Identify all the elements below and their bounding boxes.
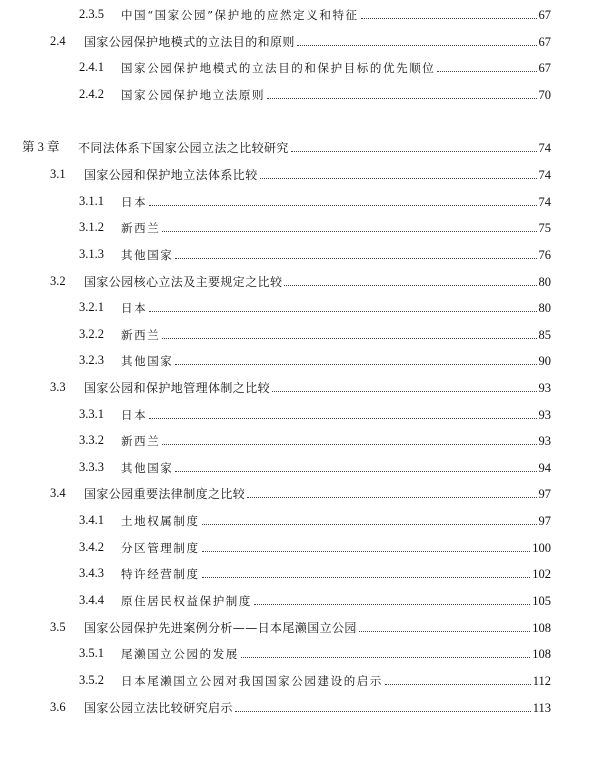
toc-entry[interactable]	[0, 537, 595, 557]
toc-entry-number: 2.4.2	[79, 87, 104, 101]
toc-entry-page-number: 93	[538, 434, 551, 448]
toc-entry-title: 其他国家	[121, 248, 174, 262]
toc-entry-page-number: 94	[538, 461, 551, 475]
toc-entry-leader-line	[84, 31, 551, 52]
toc-entry-title: 尾濑国立公园的发展	[121, 647, 239, 661]
toc-entry-page-number: 75	[538, 221, 551, 235]
toc-entry-number: 3.2.2	[79, 327, 104, 341]
toc-entry[interactable]	[0, 4, 595, 24]
dot-leader	[235, 697, 531, 712]
toc-entry-leader-line	[121, 590, 551, 611]
toc-entry-number: 3.1.3	[79, 247, 104, 261]
toc-entry[interactable]	[0, 430, 595, 450]
toc-entry-number: 2.4.1	[79, 60, 104, 74]
toc-entry-number: 3.4.1	[79, 513, 104, 527]
toc-entry[interactable]	[0, 271, 595, 291]
toc-entry-page-number: 105	[532, 594, 551, 608]
toc-entry-leader-line	[121, 510, 551, 531]
dot-leader	[202, 510, 537, 525]
toc-entry[interactable]	[0, 643, 595, 663]
toc-entry-leader-line	[121, 537, 551, 558]
toc-entry-leader-line	[121, 4, 551, 25]
toc-entry-page-number: 74	[538, 168, 551, 182]
toc-entry-title: 日本尾濑国立公园对我国国家公园建设的启示	[121, 674, 383, 688]
toc-entry-title: 中国“国家公园”保护地的应然定义和特征	[121, 8, 359, 22]
dot-leader	[359, 617, 530, 632]
toc-entry-title: 原住居民权益保护制度	[121, 594, 252, 608]
dot-leader	[297, 31, 537, 46]
toc-entry-title: 国家公园核心立法及主要规定之比较	[84, 275, 283, 289]
toc-entry[interactable]	[0, 324, 595, 344]
toc-entry[interactable]	[0, 590, 595, 610]
toc-entry-page-number: 80	[538, 301, 551, 315]
toc-entry-page-number: 80	[538, 275, 551, 289]
dot-leader	[162, 217, 536, 232]
dot-leader	[291, 137, 537, 152]
toc-entry-title: 国家公园和保护地管理体制之比较	[84, 381, 271, 395]
toc-entry-page-number: 70	[538, 88, 551, 102]
toc-entry-title: 日本	[121, 301, 148, 315]
toc-entry-leader-line	[121, 297, 551, 318]
toc-entry-page-number: 93	[538, 408, 551, 422]
toc-entry-title: 新西兰	[121, 221, 161, 235]
toc-entry-number: 3.3.2	[79, 433, 104, 447]
toc-entry-number: 2.4	[50, 34, 66, 48]
toc-entry-leader-line	[121, 84, 551, 105]
toc-entry-number: 3.1	[50, 167, 66, 181]
dot-leader	[437, 57, 536, 72]
toc-entry-number: 第 3 章	[22, 140, 60, 154]
dot-leader	[260, 164, 537, 179]
toc-entry[interactable]	[0, 404, 595, 424]
toc-entry[interactable]	[0, 483, 595, 503]
dot-leader	[162, 430, 536, 445]
toc-entry-title: 新西兰	[121, 434, 161, 448]
toc-entry-leader-line	[84, 271, 551, 292]
toc-entry-number: 3.4.2	[79, 540, 104, 554]
toc-entry-page-number: 74	[538, 195, 551, 209]
toc-entry-title: 国家公园和保护地立法体系比较	[84, 168, 258, 182]
toc-entry-number: 3.2	[50, 274, 66, 288]
toc-entry[interactable]	[0, 57, 595, 77]
toc-entry[interactable]	[0, 217, 595, 237]
dot-leader	[149, 404, 536, 419]
toc-entry-number: 2.3.5	[79, 7, 104, 21]
dot-leader	[149, 297, 536, 312]
toc-entry[interactable]	[0, 297, 595, 317]
toc-entry-title: 国家公园保护地立法原则	[121, 88, 266, 102]
toc-entry[interactable]	[0, 31, 595, 51]
toc-entry-title: 不同法体系下国家公园立法之比较研究	[78, 141, 289, 155]
toc-entry-leader-line	[121, 404, 551, 425]
dot-leader	[202, 563, 531, 578]
toc-entry-page-number: 93	[538, 381, 551, 395]
toc-entry-title: 新西兰	[121, 328, 161, 342]
toc-entry-number: 3.5.1	[79, 646, 104, 660]
toc-entry-leader-line	[121, 350, 551, 371]
toc-entry-leader-line	[121, 643, 551, 664]
toc-entry-leader-line	[84, 164, 551, 185]
toc-entry-page-number: 90	[538, 354, 551, 368]
toc-entry[interactable]	[0, 377, 595, 397]
toc-entry-page-number: 74	[538, 141, 551, 155]
toc-entry-leader-line	[121, 244, 551, 265]
toc-entry-page-number: 97	[538, 514, 551, 528]
toc-entry-page-number: 102	[532, 567, 551, 581]
toc-entry[interactable]	[0, 697, 595, 717]
toc-entry[interactable]	[0, 137, 595, 157]
dot-leader	[385, 670, 531, 685]
toc-entry-number: 3.2.1	[79, 300, 104, 314]
toc-entry[interactable]	[0, 164, 595, 184]
toc-entry-title: 日本	[121, 195, 148, 209]
toc-entry[interactable]	[0, 617, 595, 637]
toc-entry-leader-line	[121, 324, 551, 345]
dot-leader	[202, 537, 531, 552]
toc-entry-page-number: 97	[538, 487, 551, 501]
toc-entry-title: 其他国家	[121, 354, 174, 368]
toc-entry-number: 3.5.2	[79, 673, 104, 687]
dot-leader	[162, 324, 536, 339]
dot-leader	[254, 590, 530, 605]
dot-leader	[361, 4, 537, 19]
toc-entry-leader-line	[121, 430, 551, 451]
dot-leader	[149, 191, 536, 206]
dot-leader	[247, 483, 536, 498]
toc-entry-title: 分区管理制度	[121, 541, 200, 555]
toc-entry-title: 国家公园重要法律制度之比较	[84, 487, 246, 501]
dot-leader	[267, 84, 536, 99]
toc-entry-leader-line	[121, 57, 551, 78]
toc-entry-leader-line	[84, 617, 551, 638]
toc-entry-page-number: 67	[538, 8, 551, 22]
toc-entry-title: 国家公园立法比较研究启示	[84, 701, 233, 715]
toc-entry-number: 3.1.2	[79, 220, 104, 234]
toc-entry[interactable]	[0, 191, 595, 211]
toc-entry-number: 3.6	[50, 700, 66, 714]
toc-entry-number: 3.4	[50, 486, 66, 500]
toc-entry-title: 日本	[121, 408, 148, 422]
dot-leader	[175, 244, 536, 259]
toc-entry[interactable]	[0, 350, 595, 370]
toc-entry-leader-line	[121, 670, 551, 691]
toc-entry-page-number: 113	[532, 701, 551, 715]
toc-entry-number: 3.3.1	[79, 407, 104, 421]
toc-entry[interactable]	[0, 457, 595, 477]
toc-entry-title: 国家公园保护先进案例分析——日本尾濑国立公园	[84, 621, 357, 635]
toc-entry-leader-line	[121, 191, 551, 212]
toc-entry-number: 3.5	[50, 620, 66, 634]
toc-entry-leader-line	[84, 697, 551, 718]
toc-entry-number: 3.3.3	[79, 460, 104, 474]
toc-entry-number: 3.3	[50, 380, 66, 394]
toc-entry-page-number: 76	[538, 248, 551, 262]
toc-entry[interactable]	[0, 670, 595, 690]
toc-entry-number: 3.1.1	[79, 194, 104, 208]
toc-entry-leader-line	[121, 563, 551, 584]
toc-entry-page-number: 108	[532, 621, 551, 635]
toc-entry-title: 土地权属制度	[121, 514, 200, 528]
toc-entry-leader-line	[84, 377, 551, 398]
dot-leader	[175, 457, 536, 472]
toc-entry-title: 国家公园保护地模式的立法目的和原则	[84, 35, 295, 49]
toc-entry-page-number: 67	[538, 61, 551, 75]
toc-entry-page-number: 108	[532, 647, 551, 661]
toc-entry-page-number: 112	[532, 674, 551, 688]
dot-leader	[284, 271, 536, 286]
toc-entry-leader-line	[78, 137, 551, 158]
dot-leader	[241, 643, 530, 658]
toc-entry-page-number: 67	[538, 35, 551, 49]
dot-leader	[272, 377, 536, 392]
toc-entry-leader-line	[84, 483, 551, 504]
toc-entry[interactable]	[0, 510, 595, 530]
toc-entry[interactable]	[0, 244, 595, 264]
toc-entry-page-number: 85	[538, 328, 551, 342]
toc-entry-number: 3.4.3	[79, 566, 104, 580]
toc-entry-title: 特许经营制度	[121, 567, 200, 581]
dot-leader	[175, 350, 536, 365]
toc-entry-number: 3.2.3	[79, 353, 104, 367]
toc-entry-number: 3.4.4	[79, 593, 104, 607]
toc-entry-leader-line	[121, 457, 551, 478]
toc-entry[interactable]	[0, 84, 595, 104]
toc-entry-page-number: 100	[532, 541, 551, 555]
toc-entry-title: 其他国家	[121, 461, 174, 475]
toc-entry-title: 国家公园保护地模式的立法目的和保护目标的优先顺位	[121, 61, 436, 75]
toc-entry[interactable]	[0, 563, 595, 583]
toc-entry-leader-line	[121, 217, 551, 238]
